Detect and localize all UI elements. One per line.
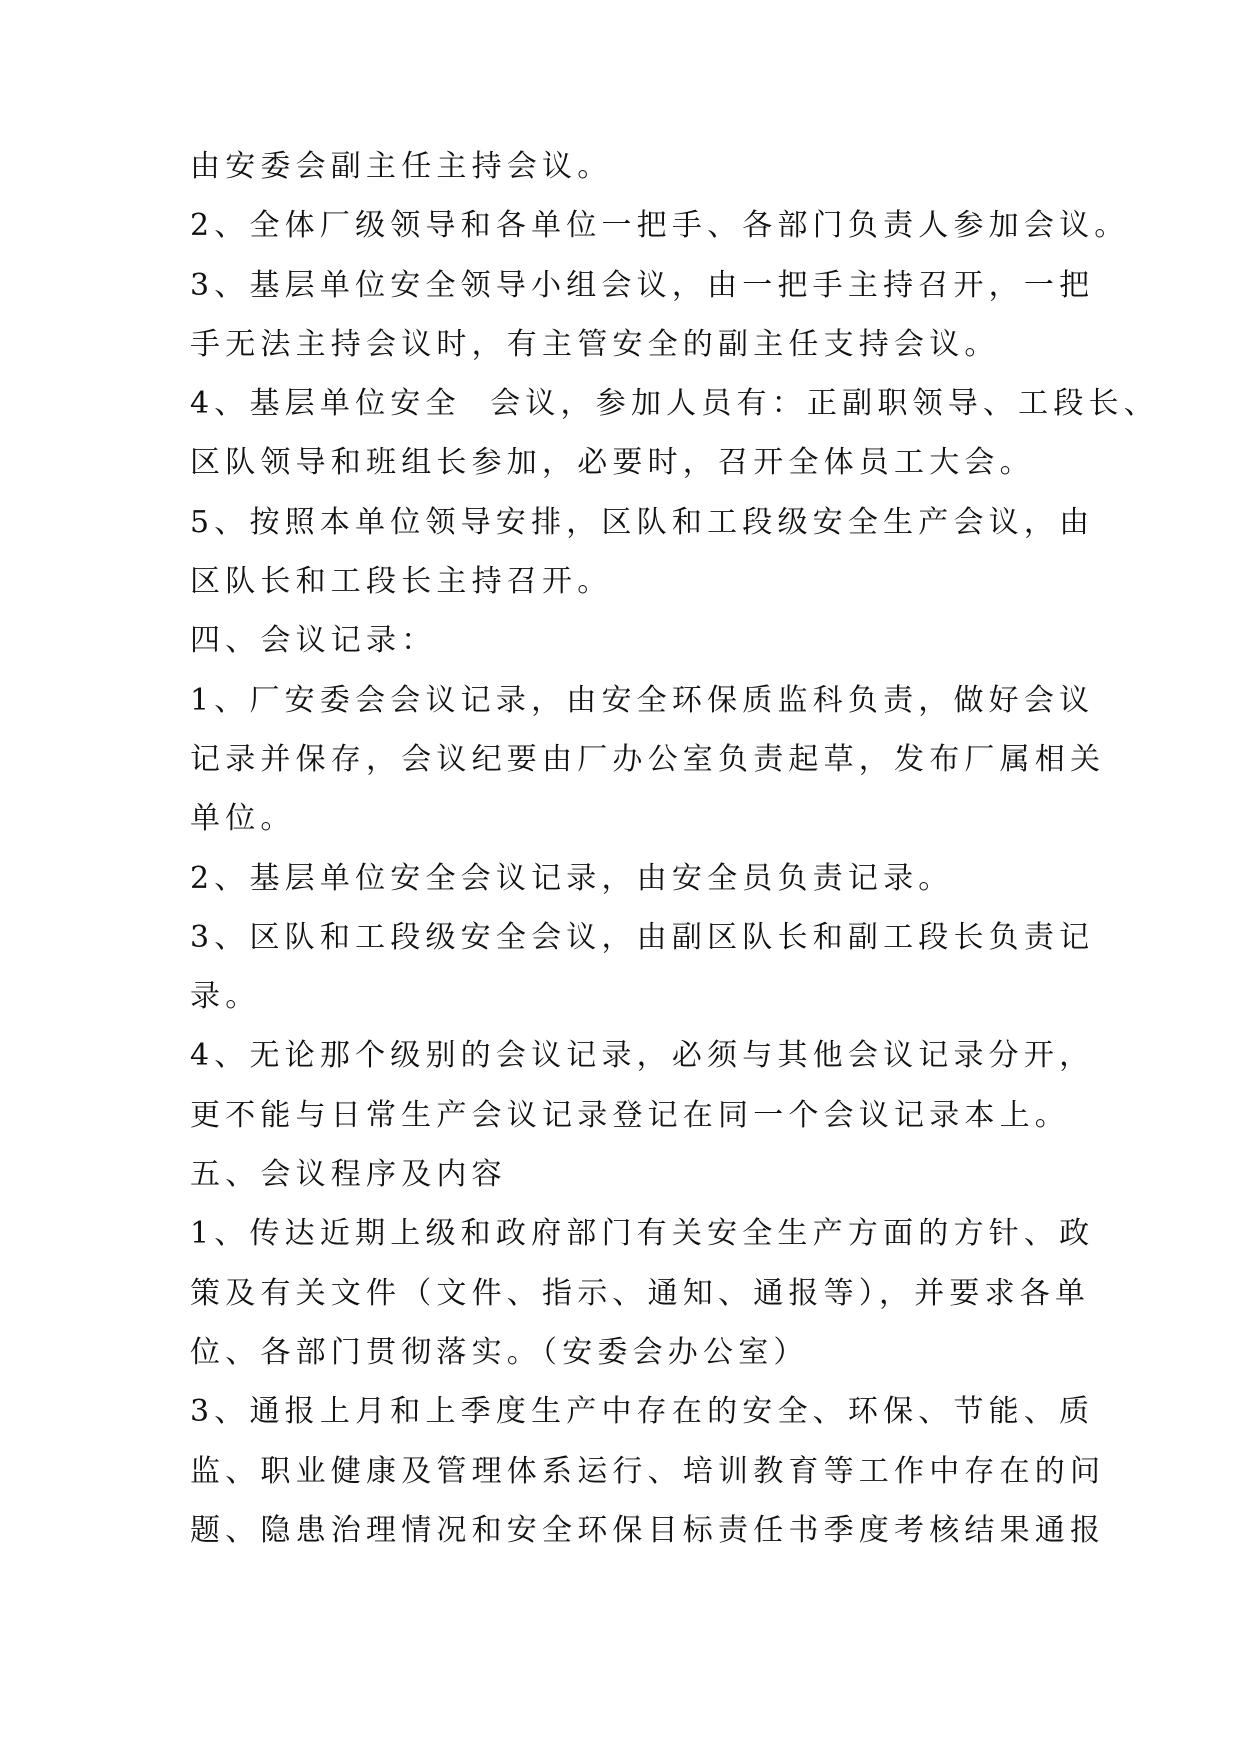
document-body	[190, 149, 1159, 1575]
text-line: 3、基层单位安全领导小组会议，由一把手主持召开，一把	[190, 267, 1095, 303]
text-line: 由安委会副主任主持会议。	[190, 149, 613, 184]
text-line: 4、基层单位安全 会议，参加人员有：正副职领导、工段长、	[190, 386, 1159, 422]
text-line: 记录并保存，会议纪要由厂办公室负责起草，发布厂属相关	[190, 741, 1106, 777]
text-line: 2、基层单位安全会议记录，由安全员负责记录。	[190, 860, 954, 896]
section-heading: 四、会议记录：	[190, 623, 437, 659]
text-line: 区队长和工段长主持召开。	[190, 564, 613, 600]
text-line: 2、全体厂级领导和各单位一把手、各部门负责人参加会议。	[190, 208, 1130, 244]
text-line: 5、按照本单位领导安排，区队和工段级安全生产会议，由	[190, 504, 1095, 540]
text-line: 监、职业健康及管理体系运行、培训教育等工作中存在的问	[190, 1453, 1106, 1489]
text-line: 1、传达近期上级和政府部门有关安全生产方面的方针、政	[190, 1216, 1095, 1252]
text-line: 录。	[190, 979, 261, 1015]
text-line: 区队领导和班组长参加，必要时，召开全体员工大会。	[190, 445, 1035, 481]
text-line: 3、通报上月和上季度生产中存在的安全、环保、节能、质	[190, 1394, 1095, 1430]
text-line: 4、无论那个级别的会议记录，必须与其他会议记录分开，	[190, 1038, 1095, 1074]
text-line: 题、隐患治理情况和安全环保目标责任书季度考核结果通报	[190, 1512, 1106, 1548]
text-line: 策及有关文件（文件、指示、通知、通报等），并要求各单	[190, 1275, 1091, 1311]
text-line: 位、各部门贯彻落实。（安委会办公室）	[190, 1334, 809, 1370]
text-line: 更不能与日常生产会议记录登记在同一个会议记录本上。	[190, 1097, 1070, 1133]
section-heading: 五、会议程序及内容	[190, 1157, 507, 1193]
text-line: 3、区队和工段级安全会议，由副区队长和副工段长负责记	[190, 919, 1095, 955]
text-line: 1、厂安委会会议记录，由安全环保质监科负责，做好会议	[190, 682, 1095, 718]
text-line: 单位。	[190, 801, 296, 837]
text-line: 手无法主持会议时，有主管安全的副主任支持会议。	[190, 326, 1000, 362]
